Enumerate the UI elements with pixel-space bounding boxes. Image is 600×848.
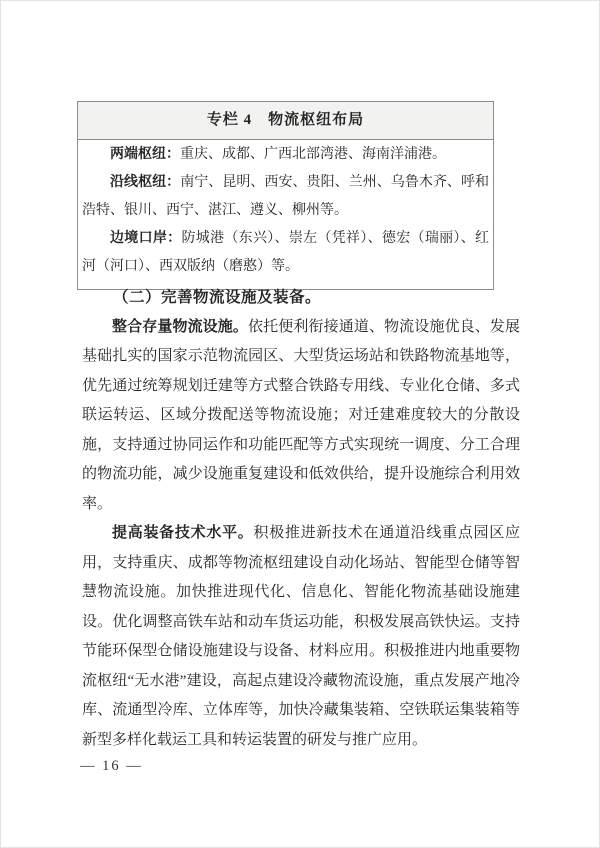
panel-item-label: 两端枢纽： (110, 147, 180, 162)
paragraph-lead: 整合存量物流设施。 (112, 318, 249, 335)
panel-item-text: 防城港（东兴）、崇左（凭祥）、德宏（瑞丽）、红河（河口）、西双版纳（磨憨）等。 (82, 231, 490, 274)
panel-body (78, 140, 493, 289)
section-content (82, 283, 520, 755)
panel-item-border-ports (82, 225, 489, 281)
paragraph-body: 积极推进新技术在通道沿线重点园区应用，支持重庆、成都等物流枢纽建设自动化场站、智能型仓储等智慧物流设施。加快推进现代化、信息化、智能化物流基础设施建设。优化调整高铁车站和动车货运功能，积极发展高铁快运。支持节能环保型仓储设施建设与设备、材料应用。积极推进内地重要物流枢纽“无水港”建设，高起点建设冷藏物流设施，重点发展产地冷库、流通型冷库、立体库等，加快冷藏集装箱、空铁联运集装箱等新型多样化载运工具和转运装置的研发与推广应用。 (82, 525, 520, 748)
page-number: — 16 — (80, 758, 143, 774)
panel-item-label: 沿线枢纽： (110, 175, 181, 190)
panel-title: 专栏 4 物流枢纽布局 (78, 102, 493, 140)
panel-item-label: 边境口岸： (110, 231, 182, 246)
panel-item-text: 南宁、昆明、西安、贵阳、兰州、乌鲁木齐、呼和浩特、银川、西宁、湛江、遵义、柳州等。 (82, 175, 490, 218)
section-heading: （二）完善物流设施及装备。 (113, 289, 322, 306)
panel-item-along-route-hubs (82, 169, 489, 225)
panel-item-text: 重庆、成都、广西北部湾港、海南洋浦港。 (180, 147, 446, 162)
column-panel (77, 101, 494, 290)
panel-item-two-end-hubs (82, 141, 489, 169)
paragraph-body: 依托便利衔接通道、物流设施优良、发展基础扎实的国家示范物流园区、大型货运场站和铁路物流基地等，优先通过统筹规划迁建等方式整合铁路专用线、专业化仓储、多式联运转运、区域分拨配送等物流设施；对迁建难度较大的分散设施，支持通过协同运作和功能匹配等方式实现统一调度、分工合理的物流功能，减少设施重复建设和低效供给，提升设施综合利用效率。 (82, 318, 520, 512)
paragraph-integrate-facilities (82, 313, 520, 520)
paragraph-lead: 提高装备技术水平。 (112, 525, 254, 541)
paragraph-equipment-technology (82, 519, 520, 755)
